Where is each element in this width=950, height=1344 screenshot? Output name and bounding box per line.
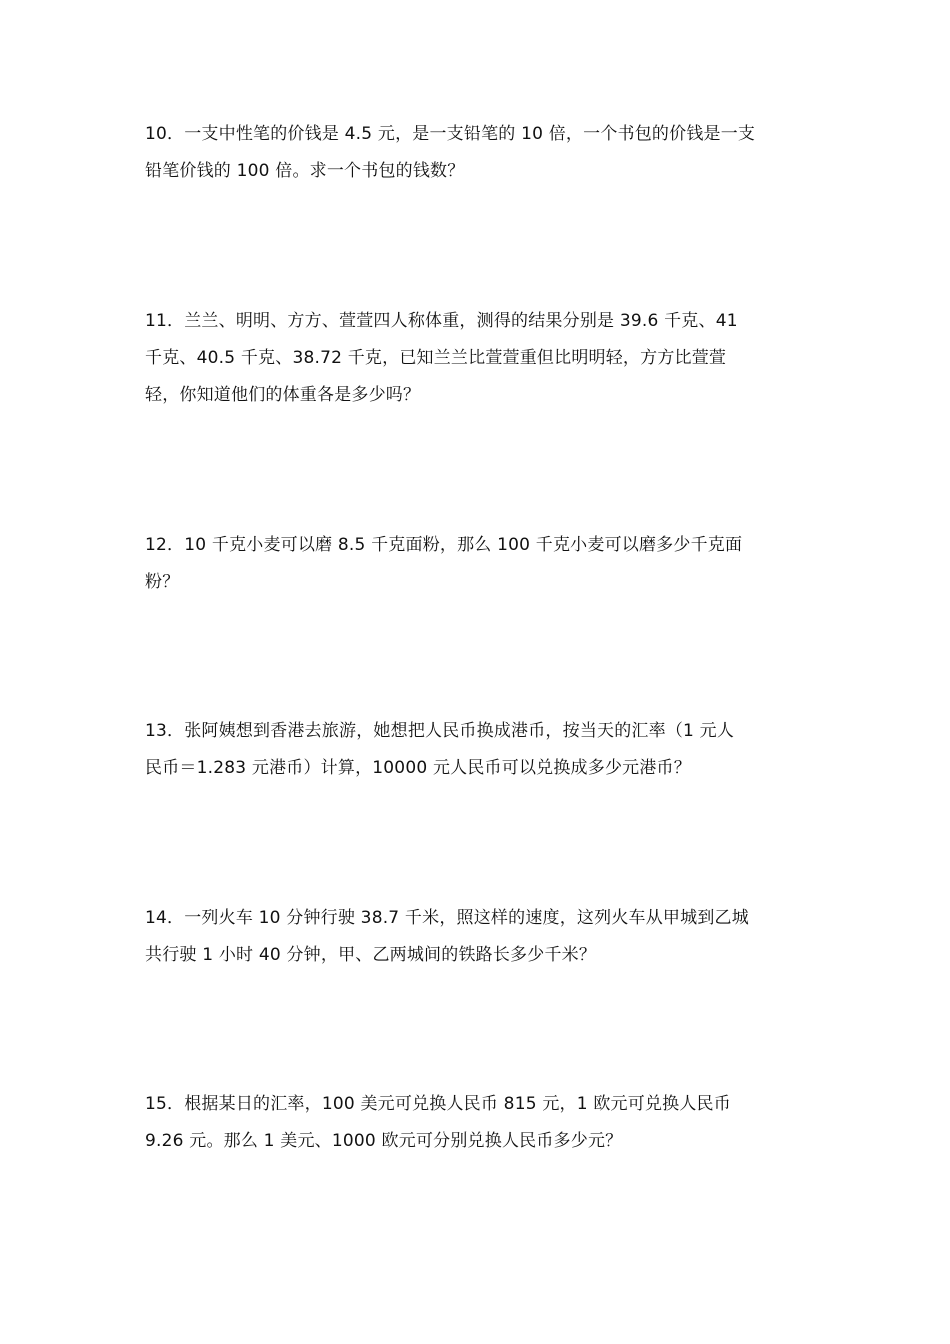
- problem-12-line-1: 12．10 千克小麦可以磨 8.5 千克面粉，那么 100 千克小麦可以磨多少千克面: [145, 535, 743, 555]
- problem-10-line-2: 铅笔价钱的 100 倍。求一个书包的钱数？: [145, 161, 465, 181]
- problem-14-line-2: 共行驶 1 小时 40 分钟，甲、乙两城间的铁路长多少千米？: [145, 945, 597, 965]
- problem-11: [145, 303, 825, 414]
- problem-11-line-3: 轻，你知道他们的体重各是多少吗？: [145, 385, 421, 405]
- problem-13: [145, 713, 825, 787]
- problem-12-line-2: 粉？: [145, 572, 180, 592]
- problem-12: [145, 527, 825, 601]
- problem-15-line-1: 15．根据某日的汇率，100 美元可兑换人民币 815 元，1 欧元可兑换人民币: [145, 1094, 731, 1114]
- problem-14: [145, 900, 825, 974]
- problem-10: [145, 116, 825, 190]
- problem-13-line-1: 13．张阿姨想到香港去旅游，她想把人民币换成港币，按当天的汇率（1 元人: [145, 721, 735, 741]
- problem-15-line-2: 9.26 元。那么 1 美元、1000 欧元可分别兑换人民币多少元？: [145, 1131, 623, 1151]
- problem-11-line-2: 千克、40.5 千克、38.72 千克，已知兰兰比萱萱重但比明明轻，方方比萱萱: [145, 348, 727, 368]
- problem-11-line-1: 11．兰兰、明明、方方、萱萱四人称体重，测得的结果分别是 39.6 千克、41: [145, 311, 738, 331]
- problem-14-line-1: 14．一列火车 10 分钟行驶 38.7 千米，照这样的速度，这列火车从甲城到乙城: [145, 908, 749, 928]
- problem-10-line-1: 10．一支中性笔的价钱是 4.5 元，是一支铅笔的 10 倍，一个书包的价钱是一支: [145, 124, 756, 144]
- problem-13-line-2: 民币＝1.283 元港币）计算，10000 元人民币可以兑换成多少元港币？: [145, 758, 691, 778]
- problem-15: [145, 1086, 825, 1160]
